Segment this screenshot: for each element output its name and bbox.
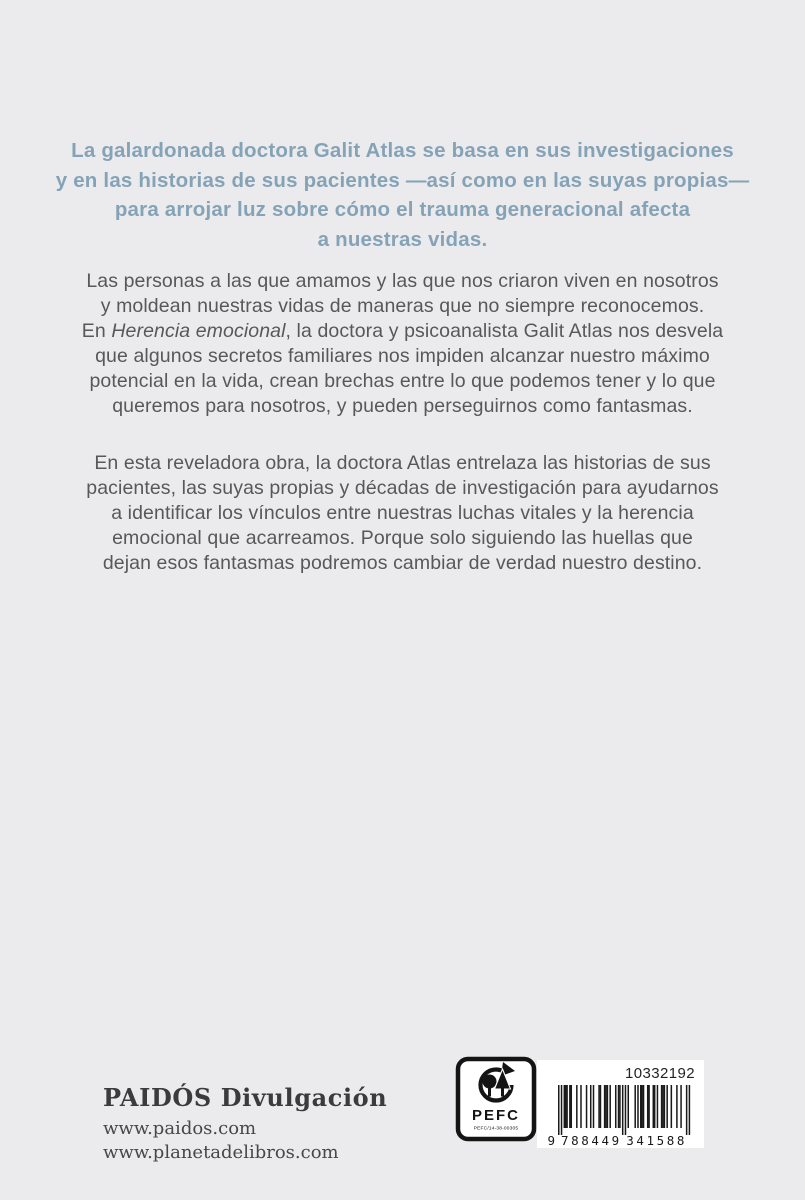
headline-line-1: La galardonada doctora Galit Atlas se basa en sus investigaciones — [71, 139, 734, 162]
synopsis-line: que algunos secretos familiares nos impiden alcanzar nuestro máximo — [95, 345, 710, 367]
synopsis-line: dejan esos fantasmas podremos cambiar de verdad nuestro destino. — [102, 552, 703, 574]
headline-blurb — [0, 136, 805, 254]
synopsis-line: emocional que acarreamos. Porque solo siguiendo las huellas que — [112, 527, 693, 549]
round-tree-trunk — [488, 1086, 491, 1097]
synopsis-line: y moldean nuestras vidas de maneras que no siempre reconocemos. — [100, 295, 705, 317]
synopsis-line: a identificar los vínculos entre nuestras luchas vitales y la herencia — [111, 502, 694, 524]
barcode-panel — [537, 1060, 704, 1148]
pefc-logo — [455, 1056, 537, 1142]
svg-text:788449: 788449 — [560, 1133, 622, 1148]
synopsis-line: queremos para nosotros, y pueden perseguirnos como fantasmas. — [112, 395, 693, 417]
publisher-imprint: PAIDÓS Divulgación — [103, 1083, 388, 1112]
svg-text:341588: 341588 — [626, 1133, 688, 1148]
publisher-block — [103, 1083, 387, 1164]
pefc-cert-number: PEFC/14-38-00305 — [473, 1126, 519, 1132]
publisher-url-paidos: www.paidos.com — [103, 1118, 257, 1139]
publisher-url-planetadelibros: www.planetadelibros.com — [103, 1141, 339, 1163]
headline-line-3: para arrojar luz sobre cómo el trauma generacional afecta — [114, 198, 691, 221]
synopsis-line: potencial en la vida, crean brechas entre lo que podemos tener y lo que — [89, 370, 716, 392]
fir-tree-trunk — [501, 1087, 504, 1097]
headline-line-2: y en las historias de sus pacientes —así como en las suyas propias— — [55, 168, 750, 192]
synopsis-line: Las personas a las que amamos y las que nos criaron viven en nosotros — [86, 270, 719, 292]
svg-text:9: 9 — [547, 1133, 555, 1148]
synopsis-line: pacientes, las suyas propias y décadas de investigación para ayudarnos — [86, 477, 719, 499]
synopsis-paragraph-2 — [0, 451, 805, 576]
pefc-label: PEFC — [471, 1107, 521, 1124]
product-code: 10332192 — [625, 1065, 695, 1082]
text-segment: En — [81, 320, 112, 342]
book-title-italic: Herencia emocional — [111, 320, 286, 342]
headline-line-4: a nuestras vidas. — [317, 227, 488, 251]
synopsis-line — [0, 319, 805, 344]
text-segment: , la doctora y psicoanalista Galit Atlas nos desvela — [285, 320, 724, 342]
ean13-barcode — [544, 1085, 696, 1148]
synopsis-line: En esta reveladora obra, la doctora Atlas entrelaza las historias de sus — [94, 452, 711, 474]
synopsis-paragraph-1 — [0, 269, 805, 419]
